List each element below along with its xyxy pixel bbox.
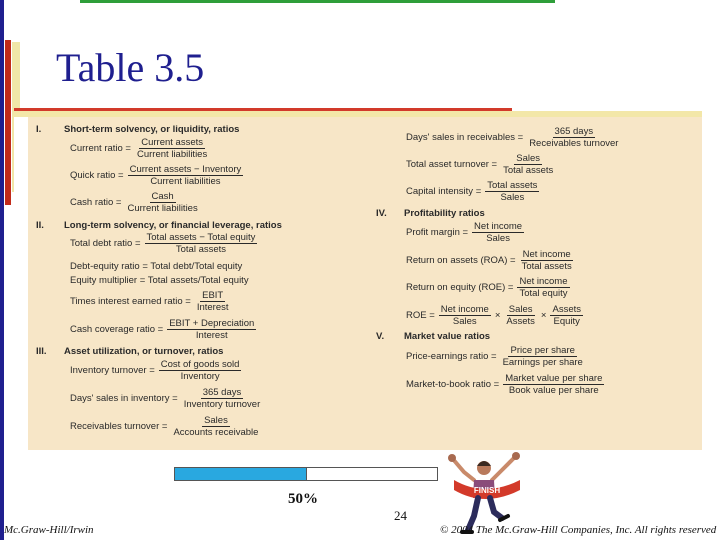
fraction [504,304,537,327]
ratio-formula [70,290,235,313]
numerator: EBIT [202,290,224,301]
ratio-formula [406,126,624,149]
section-heading [36,346,223,357]
fraction [439,304,491,327]
section-number: V. [376,331,385,342]
ratio-formula [70,415,264,438]
copyright-footer: © 2004 The Mc.Graw-Hill Companies, Inc. All rights reserved [440,524,717,536]
section-heading [376,331,490,342]
denominator: Current liabilities [127,203,198,214]
ratio-label: ROE = [406,310,435,321]
fraction [520,249,574,272]
fraction [485,180,539,203]
ratio-formula [70,318,260,341]
denominator: Accounts receivable [173,427,259,438]
numerator: Net income [440,304,489,315]
ratio-formula [406,276,574,299]
section-heading [376,208,485,219]
fraction [167,318,256,341]
fraction [550,304,583,327]
fraction [182,387,263,410]
denominator: Sales [452,316,477,327]
progress-bar-fill [175,468,307,480]
denominator: Earnings per share [502,357,583,368]
ratio-formula-text: Equity multiplier = Total assets/Total equity [70,275,249,286]
numerator: Total assets [487,180,538,191]
ratio-label: Times interest earned ratio = [70,296,191,307]
denominator: Total equity [519,288,568,299]
denominator: Current liabilities [137,149,208,160]
ratio-label: Market-to-book ratio = [406,379,500,390]
ratio-label: Profit margin = [406,227,469,238]
ratio-formula [406,153,559,176]
progress-bar [174,467,438,481]
denominator: Interest [196,302,229,313]
numerator: Net income [519,276,568,287]
denominator: Inventory [180,371,220,382]
ratio-formula [406,304,587,327]
denominator: Current liabilities [150,176,221,187]
finish-runner-illustration [440,450,530,535]
right-column [376,117,698,450]
ratio-label: Return on equity (ROE) = [406,282,514,293]
section-title: Profitability ratios [404,208,485,219]
fraction [501,345,585,368]
ratio-label: Current ratio = [70,143,131,154]
numerator: Sales [508,304,533,315]
title-underline-red [14,108,512,111]
numerator: Sales [204,415,228,426]
denominator: Sales [500,192,525,203]
denominator: Total assets [521,261,572,272]
fraction [171,415,260,438]
ratio-label: Capital intensity = [406,186,482,197]
fraction [135,137,209,160]
fraction [527,126,620,149]
ratio-formula [70,164,247,187]
ratio-formula [70,137,213,160]
ratio-label: Inventory turnover = [70,365,155,376]
section-heading [36,124,239,135]
section-title: Market value ratios [404,331,491,342]
denominator: Inventory turnover [183,399,261,410]
ratio-formula [406,345,589,368]
numerator: Market value per share [505,373,603,384]
section-number: IV. [376,208,387,219]
multiply-sign: × [540,310,547,321]
numerator: Net income [474,221,523,232]
ratio-formula [70,191,204,214]
panel-left-margin [14,117,28,450]
ratio-label: Cash coverage ratio = [70,324,164,335]
ratio-formula [70,387,266,410]
ratio-table-panel [28,117,702,450]
denominator: Book value per share [508,385,599,396]
publisher-footer: Mc.Graw-Hill/Irwin [4,524,94,536]
denominator: Interest [195,330,228,341]
fraction [126,191,200,214]
section-number: III. [36,346,47,357]
ratio-formula [70,232,261,255]
section-title: Short-term solvency, or liquidity, ratios [64,124,240,135]
fraction [472,221,524,244]
ratio-label: Return on assets (ROA) = [406,255,516,266]
ratio-label: Price-earnings ratio = [406,351,497,362]
section-number: I. [36,124,42,135]
denominator: Receivables turnover [529,138,619,149]
denominator: Equity [553,316,580,327]
fraction [195,290,231,313]
fraction [517,276,569,299]
fraction [128,164,244,187]
fraction [159,359,242,382]
numerator: EBIT + Depreciation [169,318,255,329]
ratio-label: Days' sales in inventory = [70,393,178,404]
ratio-label: Total asset turnover = [406,159,498,170]
multiply-sign: × [494,310,501,321]
top-accent-line [80,0,555,3]
fraction [145,232,258,255]
fraction [503,373,604,396]
denominator: Total assets [503,165,554,176]
section-number: II. [36,220,44,231]
ratio-label: Quick ratio = [70,170,124,181]
page-number: 24 [394,508,407,523]
numerator: Cash [151,191,174,202]
ratio-formula [406,221,528,244]
numerator: Current assets − Inventory [129,164,242,175]
left-border-bar [0,0,4,540]
ratio-label: Days' sales in receivables = [406,132,524,143]
numerator: 365 days [202,387,242,398]
numerator: 365 days [554,126,594,137]
denominator: Assets [506,316,535,327]
denominator: Total assets [175,244,227,255]
ratio-label: Total debt ratio = [70,238,141,249]
left-column [36,117,366,450]
numerator: Sales [516,153,541,164]
numerator: Total assets − Total equity [146,232,256,243]
denominator: Sales [486,233,510,244]
finish-tape-text: FINISH [473,486,501,495]
ratio-formula [70,359,245,382]
numerator: Current assets [141,137,203,148]
numerator: Assets [552,304,581,315]
ratio-formula [406,180,543,203]
ratio-formula [406,373,608,396]
left-red-accent [5,40,11,205]
slide-title: Table 3.5 [56,45,205,90]
ratio-label: Receivables turnover = [70,421,168,432]
section-heading [36,220,282,231]
ratio-formula [406,249,578,272]
section-title: Long-term solvency, or financial leverage, ratios [64,220,282,231]
numerator: Net income [522,249,571,260]
section-title: Asset utilization, or turnover, ratios [64,346,224,357]
fraction [501,153,555,176]
progress-percent-label: 50% [288,491,318,507]
ratio-formula-text: Debt-equity ratio = Total debt/Total equity [70,261,243,272]
ratio-label: Cash ratio = [70,197,122,208]
numerator: Cost of goods sold [160,359,240,370]
numerator: Price per share [510,345,575,356]
